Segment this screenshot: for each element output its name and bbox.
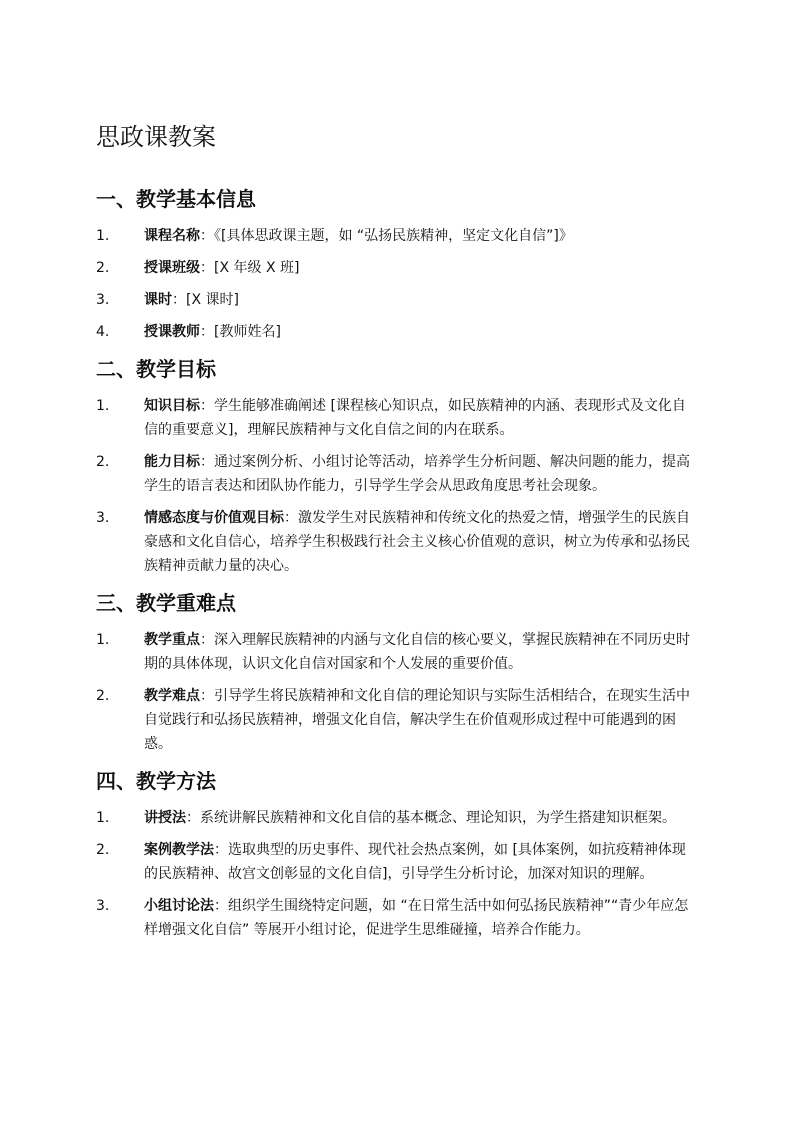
item-number: 3. [96, 510, 110, 526]
item-list [96, 394, 698, 578]
item-separator: ： [200, 632, 214, 648]
item-label: 教学重点 [144, 632, 200, 648]
item-label: 讲授法 [144, 810, 186, 826]
item-number: 2. [96, 688, 110, 704]
item-label: 课程名称 [144, 228, 200, 244]
item-list [96, 806, 698, 942]
item-text: 深入理解民族精神的内涵与文化自信的核心要义，掌握民族精神在不同历史时期的具体体现，认识文化自信对国家和个人发展的重要价值。 [144, 632, 690, 672]
list-item [96, 394, 698, 442]
item-separator: ： [200, 688, 214, 704]
item-text: 激发学生对民族精神和传统文化的热爱之情，增强学生的民族自豪感和文化自信心，培养学生积极践行社会主义核心价值观的意识，树立为传承和弘扬民族精神贡献力量的决心。 [144, 510, 690, 574]
item-label: 授课教师 [144, 324, 200, 340]
list-item [96, 894, 698, 942]
item-separator: ： [214, 898, 228, 914]
section-teaching-methods [96, 766, 698, 942]
item-label: 情感态度与价值观目标 [144, 510, 284, 526]
item-number: 3. [96, 898, 110, 914]
item-separator: ： [200, 260, 214, 276]
item-number: 1. [96, 398, 110, 414]
section-basic-info [96, 184, 698, 344]
item-number: 3. [96, 292, 110, 308]
item-text: 引导学生将民族精神和文化自信的理论知识与实际生活相结合，在现实生活中自觉践行和弘扬民族精神，增强文化自信，解决学生在价值观形成过程中可能遇到的困惑。 [144, 688, 690, 752]
item-label: 能力目标 [144, 454, 200, 470]
section-heading: 二、教学目标 [96, 357, 216, 381]
item-text: 学生能够准确阐述 [课程核心知识点，如民族精神的内涵、表现形式及文化自信的重要意义]，理解民族精神与文化自信之间的内在联系。 [144, 398, 686, 438]
item-text: [教师姓名] [214, 324, 281, 340]
section-teaching-objectives [96, 354, 698, 578]
item-text: 选取典型的历史事件、现代社会热点案例，如 [具体案例，如抗疫精神体现的民族精神、故宫文创彰显的文化自信]，引导学生分析讨论，加深对知识的理解。 [144, 842, 686, 882]
item-number: 1. [96, 632, 110, 648]
list-item [96, 506, 698, 578]
item-separator: ： [214, 842, 228, 858]
item-separator: ： [172, 292, 186, 308]
item-separator: ： [200, 324, 214, 340]
item-number: 2. [96, 260, 110, 276]
item-text: [X 年级 X 班] [214, 260, 300, 276]
document-title: 思政课教案 [96, 123, 216, 151]
item-number: 2. [96, 454, 110, 470]
item-number: 2. [96, 842, 110, 858]
item-list [96, 224, 698, 344]
item-separator: ： [284, 510, 298, 526]
list-item [96, 256, 698, 280]
list-item [96, 806, 698, 830]
list-item [96, 628, 698, 676]
item-label: 案例教学法 [144, 842, 214, 858]
list-item [96, 450, 698, 498]
list-item [96, 684, 698, 756]
section-key-difficult-points [96, 588, 698, 756]
item-separator: ： [200, 454, 214, 470]
item-text: 通过案例分析、小组讨论等活动，培养学生分析问题、解决问题的能力，提高学生的语言表达和团队协作能力，引导学生学会从思政角度思考社会现象。 [144, 454, 690, 494]
item-text: 系统讲解民族精神和文化自信的基本概念、理论知识，为学生搭建知识框架。 [200, 810, 676, 826]
list-item [96, 224, 698, 248]
item-text: 《[具体思政课主题，如 “弘扬民族精神，坚定文化自信”]》 [214, 228, 573, 244]
item-label: 小组讨论法 [144, 898, 214, 914]
list-item [96, 320, 698, 344]
item-label: 课时 [144, 292, 172, 308]
item-separator: ： [186, 810, 200, 826]
item-number: 1. [96, 810, 110, 826]
item-separator: ： [200, 398, 214, 414]
item-text: 组织学生围绕特定问题，如 “在日常生活中如何弘扬民族精神”“青少年应怎样增强文化自信” 等展开小组讨论，促进学生思维碰撞，培养合作能力。 [144, 898, 689, 938]
list-item [96, 288, 698, 312]
item-label: 教学难点 [144, 688, 200, 704]
section-heading: 四、教学方法 [96, 769, 216, 793]
item-number: 1. [96, 228, 110, 244]
item-text: [X 课时] [186, 292, 239, 308]
item-number: 4. [96, 324, 110, 340]
section-heading: 一、教学基本信息 [96, 187, 256, 211]
item-separator: ： [200, 228, 214, 244]
item-list [96, 628, 698, 756]
list-item [96, 838, 698, 886]
item-label: 授课班级 [144, 260, 200, 276]
item-label: 知识目标 [144, 398, 200, 414]
section-heading: 三、教学重难点 [96, 591, 236, 615]
